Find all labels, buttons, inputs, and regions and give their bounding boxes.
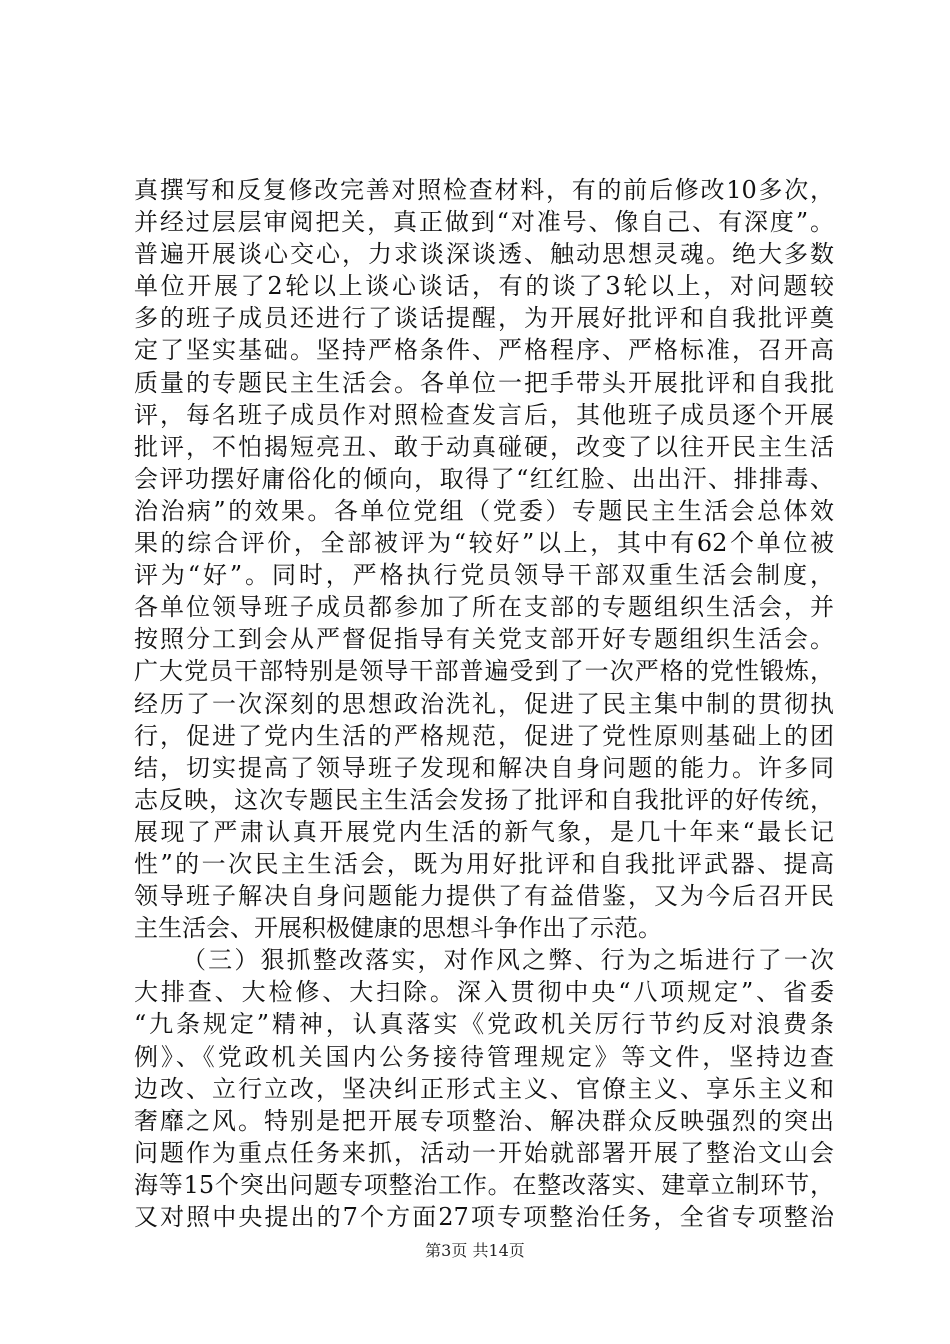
text-line-2: 并经过层层审阅把关，真正做到“对准号、像自己、有深度”。 (134, 208, 834, 237)
text-line-1: 真撰写和反复修改完善对照检查材料，有的前后修改10多次， (134, 176, 834, 204)
text-line-3: 普遍开展谈心交心，力求谈深谈透、触动思想灵魂。绝大多数 (134, 240, 834, 269)
text-line-26: 大排查、大检修、大扫除。深入贯彻中央“八项规定”、省委 (134, 978, 834, 1007)
text-line-8: 评，每名班子成员作对照检查发言后，其他班子成员逐个开展 (134, 400, 834, 429)
text-line-7: 质量的专题民主生活会。各单位一把手带头开展批评和自我批 (134, 368, 834, 397)
text-line-6: 定了坚实基础。坚持严格条件、严格程序、严格标准，召开高 (134, 336, 834, 365)
text-line-28: 例》、《党政机关国内公务接待管理规定》等文件，坚持边查 (134, 1042, 834, 1071)
text-line-5: 多的班子成员还进行了谈话提醒，为开展好批评和自我批评奠 (134, 304, 834, 333)
text-line-19: 结，切实提高了领导班子发现和解决自身问题的能力。许多同 (134, 753, 834, 782)
page-footer (0, 1240, 950, 1262)
text-line-4: 单位开展了2轮以上谈心谈话，有的谈了3轮以上，对问题较 (134, 272, 834, 301)
text-line-21: 展现了严肃认真开展党内生活的新气象，是几十年来“最长记 (134, 817, 834, 846)
page-number-label: 第3页 共14页 (425, 1241, 525, 1260)
text-line-22: 性”的一次民主生活会，既为用好批评和自我批评武器、提高 (134, 849, 834, 878)
body-text (134, 174, 834, 1233)
text-line-24: 主生活会、开展积极健康的思想斗争作出了示范。 (134, 914, 662, 943)
text-line-29: 边改、立行立改，坚决纠正形式主义、官僚主义、享乐主义和 (134, 1074, 834, 1103)
text-line-27: “九条规定”精神，认真落实《党政机关厉行节约反对浪费条 (134, 1010, 834, 1039)
text-line-23: 领导班子解决自身问题能力提供了有益借鉴，又为今后召开民 (134, 882, 834, 911)
text-line-17: 经历了一次深刻的思想政治洗礼，促进了民主集中制的贯彻执 (134, 689, 834, 718)
text-line-10: 会评功摆好庸俗化的倾向，取得了“红红脸、出出汗、排排毒、 (134, 464, 834, 493)
text-line-13: 评为“好”。同时，严格执行党员领导干部双重生活会制度， (134, 561, 834, 590)
text-line-9: 批评，不怕揭短亮丑、敢于动真碰硬，改变了以往开民主生活 (134, 432, 834, 461)
text-line-32: 海等15个突出问题专项整治工作。在整改落实、建章立制环节， (134, 1170, 834, 1199)
text-line-12: 果的综合评价，全部被评为“较好”以上，其中有62个单位被 (134, 529, 834, 558)
text-line-15: 按照分工到会从严督促指导有关党支部开好专题组织生活会。 (134, 625, 834, 654)
text-line-11: 治治病”的效果。各单位党组（党委）专题民主生活会总体效 (134, 496, 834, 525)
text-line-16: 广大党员干部特别是领导干部普遍受到了一次严格的党性锻炼， (134, 657, 834, 686)
text-line-30: 奢靡之风。特别是把开展专项整治、解决群众反映强烈的突出 (134, 1106, 834, 1135)
text-line-20: 志反映，这次专题民主生活会发扬了批评和自我批评的好传统， (134, 785, 834, 814)
text-line-18: 行，促进了党内生活的严格规范，促进了党性原则基础上的团 (134, 721, 834, 750)
text-line-25: （三）狠抓整改落实，对作风之弊、行为之垢进行了一次 (182, 946, 834, 975)
text-line-33: 又对照中央提出的7个方面27项专项整治任务，全省专项整治 (134, 1203, 834, 1231)
text-line-14: 各单位领导班子成员都参加了所在支部的专题组织生活会，并 (134, 593, 834, 622)
text-line-31: 问题作为重点任务来抓，活动一开始就部署开展了整治文山会 (134, 1138, 834, 1167)
